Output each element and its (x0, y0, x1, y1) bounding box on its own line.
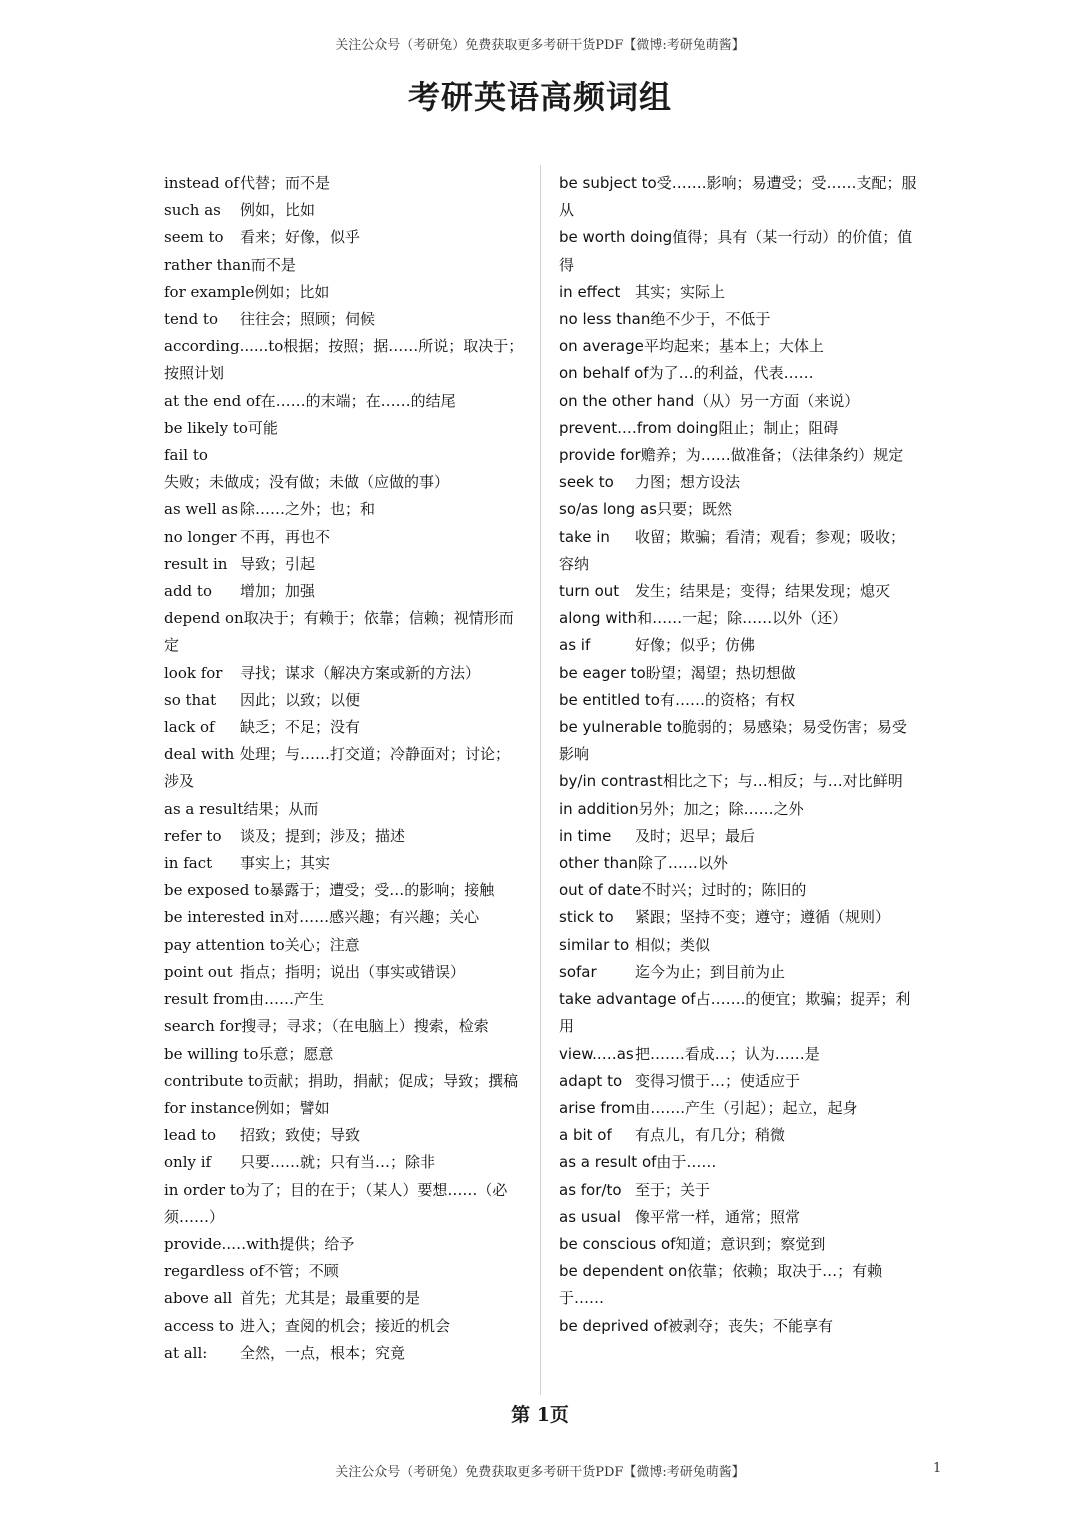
phrase-entry (559, 1313, 919, 1340)
phrase-term: for instance (164, 1098, 255, 1117)
phrase-definition: 由于…… (656, 1153, 717, 1172)
phrase-term: point out (164, 962, 233, 981)
phrase-entry (559, 524, 919, 578)
footer-page-number: 1 (933, 1461, 942, 1476)
phrase-definition: 为了…的利益，代表…… (648, 364, 814, 383)
phrase-entry (164, 1258, 524, 1285)
phrase-entry (164, 279, 524, 306)
phrase-term: lack of (164, 718, 215, 737)
phrase-term: result in (164, 554, 228, 573)
phrase-term: a bit of (559, 1126, 612, 1145)
phrase-term: above all (164, 1289, 233, 1308)
phrase-term: other than (559, 854, 638, 873)
phrase-term: refer to (164, 826, 222, 845)
phrase-term: be deprived of (559, 1316, 668, 1335)
phrase-term: in effect (559, 282, 621, 301)
phrase-term: take in (559, 527, 610, 546)
phrase-term: out of date (559, 881, 642, 900)
phrase-definition: 值得；具有（某一行动）的价值；值得 (559, 228, 913, 274)
phrase-definition: 而不是 (250, 255, 296, 274)
phrase-term: depend on (164, 609, 244, 628)
phrase-entry (559, 932, 919, 959)
phrase-entry (164, 333, 524, 387)
phrase-definition: 有点儿，有几分；稍微 (635, 1126, 786, 1145)
phrase-entry (164, 1149, 524, 1176)
phrase-term: only if (164, 1153, 212, 1172)
phrase-definition: 依靠；依赖；取决于…；有赖于…… (559, 1262, 883, 1308)
phrase-term: view..…as (559, 1044, 634, 1063)
phrase-definition: 像平常一样，通常；照常 (635, 1207, 801, 1226)
phrase-definition: 除……之外；也；和 (240, 500, 376, 519)
phrase-entry (164, 850, 524, 877)
phrase-definition: 其实；实际上 (635, 282, 726, 301)
phrase-definition: 对……感兴趣；有兴趣；关心 (284, 908, 480, 927)
phrase-entry (164, 306, 524, 333)
phrase-definition: 脆弱的；易感染；易受伤害；易受影响 (559, 718, 907, 764)
phrase-entry (164, 496, 524, 523)
phrase-term: as for/to (559, 1180, 622, 1199)
phrase-term: as a result (164, 799, 244, 818)
phrase-entry (559, 904, 919, 931)
phrase-definition: 由……产生 (248, 990, 324, 1009)
phrase-definition: 相似；类似 (635, 935, 711, 954)
phrase-entry (559, 687, 919, 714)
phrase-definition: 盼望；渴望；热切想做 (645, 663, 796, 682)
phrase-term: seem to (164, 228, 224, 247)
phrase-term: by/in contrast (559, 772, 663, 791)
phrase-term: be willing to (164, 1044, 259, 1063)
phrase-definition: 可能 (247, 418, 278, 437)
phrase-entry (164, 578, 524, 605)
phrase-entry (559, 1041, 919, 1068)
phrase-term: as a result of (559, 1153, 657, 1172)
phrase-entry (559, 415, 919, 442)
phrase-term: be interested in (164, 908, 285, 927)
phrase-term: for example (164, 282, 255, 301)
phrase-term: lead to (164, 1126, 217, 1145)
phrase-term: at the end of (164, 391, 261, 410)
phrase-definition: （从）另一方面（来说） (694, 391, 860, 410)
phrase-definition: 取决于；有赖于；依靠；信赖；视情形而定 (164, 609, 514, 655)
phrase-definition: 进入；查阅的机会；接近的机会 (240, 1316, 451, 1335)
phrase-entry (164, 1340, 524, 1367)
phrase-definition: 首先；尤其是；最重要的是 (240, 1289, 421, 1308)
phrase-entry (559, 714, 919, 768)
phrase-entry (559, 224, 919, 278)
phrase-definition: 因此；以致；以便 (240, 690, 361, 709)
phrase-definition: 关心；注意 (284, 935, 360, 954)
phrase-definition: 发生；结果是；变得；结果发现；熄灭 (635, 582, 891, 601)
phrase-definition: 至于；关于 (635, 1180, 711, 1199)
phrase-entry (164, 442, 524, 496)
phrase-entry (164, 524, 524, 551)
phrase-term: in fact (164, 854, 213, 873)
phrase-entry (559, 660, 919, 687)
phrase-term: on the other hand (559, 391, 695, 410)
phrase-entry (559, 306, 919, 333)
phrase-entry (559, 170, 919, 224)
phrase-definition: 被剥夺；丧失；不能享有 (667, 1316, 833, 1335)
phrase-definition: 处理；与……打交道；冷静面对；讨论；涉及 (164, 745, 511, 791)
phrase-term: be dependent on (559, 1262, 688, 1281)
phrase-term: be yulnerable to (559, 718, 682, 737)
phrase-definition: 例如；比如 (254, 282, 330, 301)
phrase-entry (559, 578, 919, 605)
phrase-term: fail to (164, 446, 208, 465)
phrase-definition: 力图；想方设法 (635, 473, 741, 492)
phrase-entry (164, 1013, 524, 1040)
phrase-entry (559, 1122, 919, 1149)
phrase-definition: 根据；按照；据……所说；取决于；按照计划 (164, 337, 524, 383)
column-divider (540, 165, 541, 1395)
phrase-definition: 导致；引起 (240, 554, 316, 573)
phrase-term: be likely to (164, 418, 248, 437)
phrase-entry (164, 551, 524, 578)
phrase-entry (164, 741, 524, 795)
phrase-entry (559, 605, 919, 632)
phrase-definition: 在……的末端；在……的结尾 (260, 391, 456, 410)
phrase-term: access to (164, 1316, 234, 1335)
phrase-definition: 失败；未做成；没有做；未做（应做的事） (164, 473, 450, 492)
phrase-entry (164, 904, 524, 931)
phrase-definition: 谈及；提到；涉及；描述 (240, 826, 406, 845)
phrase-entry (164, 986, 524, 1013)
phrase-definition: 不管；不顾 (263, 1262, 339, 1281)
phrase-term: look for (164, 663, 223, 682)
phrase-term: instead of (164, 174, 239, 192)
phrase-term: in addition (559, 799, 639, 818)
phrase-entry (559, 333, 919, 360)
phrase-entry (164, 1231, 524, 1258)
phrase-entry (559, 632, 919, 659)
phrase-definition: 只要……就；只有当…；除非 (240, 1153, 436, 1172)
phrase-entry (559, 279, 919, 306)
phrase-entry (559, 768, 919, 795)
phrase-definition: 好像；似乎；仿佛 (635, 636, 756, 655)
phrase-term: rather than (164, 255, 251, 274)
phrase-entry (164, 660, 524, 687)
phrase-term: be exposed to (164, 881, 270, 900)
phrase-term: arise from (559, 1098, 636, 1117)
phrase-term: similar to (559, 935, 630, 954)
phrase-term: no longer (164, 527, 237, 546)
phrase-definition: 平均起来；基本上；大体上 (643, 337, 824, 356)
phrase-term: such as (164, 201, 221, 220)
phrase-entry (559, 796, 919, 823)
phrase-definition: 和……一起；除……以外（还） (637, 609, 848, 628)
phrase-definition: 往往会；照顾；伺候 (240, 310, 376, 329)
phrase-definition: 除了……以外 (637, 854, 728, 873)
phrase-entry (164, 252, 524, 279)
phrase-entry (164, 1122, 524, 1149)
phrase-definition: 紧跟；坚持不变；遵守；遵循（规则） (635, 908, 891, 927)
phrase-definition: 指点；指明；说出（事实或错误） (240, 962, 466, 981)
phrase-entry (559, 1149, 919, 1176)
phrase-entry (559, 1177, 919, 1204)
phrase-definition: 例如，比如 (240, 201, 316, 220)
phrase-term: prevent.…from doing (559, 418, 719, 437)
phrase-definition: 由…….产生（引起）；起立，起身 (635, 1098, 858, 1117)
phrase-entry (559, 1204, 919, 1231)
page-label: 第 1页 (511, 1404, 569, 1426)
phrase-entry (164, 1285, 524, 1312)
phrase-definition: 占…….的便宜；欺骗；捉弄；利用 (559, 990, 911, 1036)
phrase-definition: 知道；意识到；察觉到 (675, 1234, 826, 1253)
phrase-term: along with (559, 609, 638, 628)
phrase-entry (164, 932, 524, 959)
right-column (559, 170, 919, 1340)
phrase-term: deal with (164, 745, 235, 764)
phrase-definition: 相比之下；与…相反；与…对比鲜明 (662, 772, 903, 791)
phrase-entry (164, 605, 524, 659)
phrase-definition: 不再，再也不 (240, 527, 331, 546)
phrase-term: adapt to (559, 1071, 623, 1090)
phrase-entry (559, 877, 919, 904)
phrase-entry (559, 496, 919, 523)
page-footer: 关注公众号（考研兔）免费获取更多考研干货PDF【微博:考研兔萌酱】 (335, 1465, 745, 1480)
phrase-entry (559, 823, 919, 850)
phrase-entry (164, 687, 524, 714)
phrase-term: be eager to (559, 663, 646, 682)
phrase-definition: 只要；既然 (656, 500, 732, 519)
phrase-entry (164, 877, 524, 904)
phrase-entry (164, 1041, 524, 1068)
phrase-definition: 暴露于；遭受；受…的影响；接触 (269, 881, 495, 900)
phrase-definition: 把…….看成…；认为……是 (635, 1044, 820, 1063)
phrase-definition: 不时兴；过时的；陈旧的 (641, 881, 807, 900)
phrase-entry (559, 986, 919, 1040)
phrase-entry (164, 823, 524, 850)
phrase-definition: 收留；欺骗；看清；观看；参观；吸收；容纳 (559, 527, 906, 573)
phrase-definition: 另外；加之；除……之外 (638, 799, 804, 818)
phrase-entry (559, 1258, 919, 1312)
phrase-term: be conscious of (559, 1234, 676, 1253)
phrase-entry (164, 1177, 524, 1231)
phrase-term: sofar (559, 962, 597, 981)
phrase-entry (164, 224, 524, 251)
phrase-term: no less than (559, 310, 651, 329)
phrase-definition: 看来；好像，似乎 (240, 228, 361, 247)
phrase-term: as if (559, 636, 591, 655)
phrase-definition: 例如；譬如 (254, 1098, 330, 1117)
phrase-definition: 绝不少于，不低于 (650, 310, 771, 329)
phrase-entry (559, 469, 919, 496)
phrase-definition: 结果；从而 (243, 799, 319, 818)
phrase-entry (164, 170, 524, 197)
phrase-entry (164, 1068, 524, 1095)
phrase-term: on average (559, 337, 644, 356)
phrase-entry (164, 1313, 524, 1340)
phrase-definition: 寻找；谋求（解决方案或新的方法） (240, 663, 481, 682)
phrase-entry (164, 1095, 524, 1122)
phrase-entry (559, 959, 919, 986)
phrase-entry (559, 850, 919, 877)
phrase-definition: 及时；迟早；最后 (635, 826, 756, 845)
phrase-entry (559, 442, 919, 469)
phrase-definition: 全然，一点，根本；究竟 (240, 1343, 406, 1362)
phrase-entry (164, 714, 524, 741)
phrase-definition: 赡养；为……做准备；（法律条约）规定 (640, 446, 904, 465)
left-column (164, 170, 524, 1367)
phrase-term: in time (559, 826, 612, 845)
phrase-definition: 提供；给予 (279, 1234, 355, 1253)
phrase-entry (559, 388, 919, 415)
phrase-term: pay attention to (164, 935, 285, 954)
phrase-term: be entitled to (559, 690, 660, 709)
phrase-term: according......to (164, 337, 284, 356)
phrase-term: tend to (164, 310, 218, 329)
phrase-term: seek to (559, 473, 614, 492)
phrase-definition: 事实上；其实 (240, 854, 331, 873)
phrase-term: take advantage of (559, 990, 696, 1009)
phrase-term: add to (164, 582, 212, 601)
phrase-definition: 贡献；捐助，捐献；促成；导致；撰稿 (263, 1071, 519, 1090)
phrase-term: at all: (164, 1343, 208, 1362)
phrase-term: as usual (559, 1207, 621, 1226)
phrase-definition: 招致；致使；导致 (240, 1126, 361, 1145)
phrase-term: result from (164, 990, 249, 1009)
page-header: 关注公众号（考研兔）免费获取更多考研干货PDF【微博:考研兔萌酱】 (335, 38, 745, 53)
phrase-definition: 阻止；制止；阻碍 (718, 418, 839, 437)
phrase-definition: 为了；目的在于；（某人）要想……（必须……） (164, 1180, 508, 1226)
phrase-term: provide for (559, 446, 641, 465)
phrase-definition: 搜寻；寻求；（在电脑上）搜索，检索 (241, 1017, 489, 1036)
phrase-term: provide..…with (164, 1234, 280, 1253)
phrase-entry (559, 1231, 919, 1258)
document-title: 考研英语高频词组 (407, 78, 672, 116)
phrase-entry (164, 388, 524, 415)
phrase-entry (164, 796, 524, 823)
phrase-term: contribute to (164, 1071, 264, 1090)
phrase-entry (164, 197, 524, 224)
phrase-definition: 增加；加强 (240, 582, 316, 601)
phrase-entry (559, 360, 919, 387)
phrase-term: on behalf of (559, 364, 649, 383)
phrase-definition: 迄今为止；到目前为止 (635, 962, 786, 981)
phrase-term: regardless of (164, 1262, 264, 1281)
phrase-term: be worth doing (559, 228, 673, 247)
phrase-definition: 受…….影响；易遭受；受……支配；服从 (559, 174, 917, 220)
phrase-definition: 缺乏；不足；没有 (240, 718, 361, 737)
phrase-term: search for (164, 1017, 242, 1036)
phrase-entry (164, 959, 524, 986)
phrase-term: be subject to (559, 174, 657, 192)
phrase-term: stick to (559, 908, 614, 927)
phrase-term: so/as long as (559, 500, 657, 519)
phrase-definition: 有……的资格；有权 (659, 690, 795, 709)
phrase-entry (164, 415, 524, 442)
phrase-entry (559, 1068, 919, 1095)
phrase-term: in order to (164, 1180, 245, 1199)
phrase-entry (559, 1095, 919, 1122)
phrase-definition: 代替；而不是 (240, 174, 331, 192)
phrase-term: so that (164, 690, 217, 709)
phrase-term: as well as (164, 500, 239, 519)
phrase-term: turn out (559, 582, 620, 601)
phrase-definition: 变得习惯于…；使适应于 (635, 1071, 801, 1090)
phrase-definition: 乐意；愿意 (258, 1044, 334, 1063)
